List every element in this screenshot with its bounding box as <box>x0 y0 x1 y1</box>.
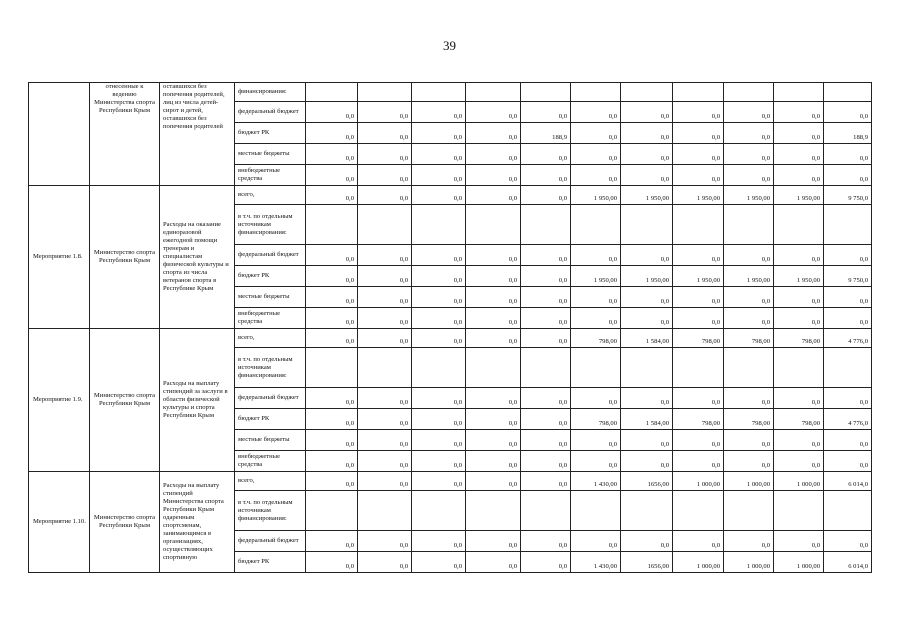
total-value-cell: 0,0 <box>824 144 872 165</box>
value-cell <box>521 205 571 245</box>
value-cell: 0,0 <box>358 531 412 552</box>
value-cell: 0,0 <box>306 409 358 430</box>
value-cell: 0,0 <box>412 308 466 329</box>
value-cell: 0,0 <box>673 165 724 186</box>
value-cell: 0,0 <box>466 472 521 491</box>
value-cell: 0,0 <box>571 531 621 552</box>
total-value-cell: 9 750,0 <box>824 266 872 287</box>
value-cell <box>306 83 358 102</box>
value-cell: 0,0 <box>571 388 621 409</box>
value-cell <box>521 491 571 531</box>
value-cell: 0,0 <box>412 472 466 491</box>
total-value-cell: 188,9 <box>824 123 872 144</box>
value-cell: 0,0 <box>724 308 774 329</box>
executor-cell: Министерство спорта Республики Крым <box>90 329 160 472</box>
value-cell: 0,0 <box>466 552 521 573</box>
value-cell: 798,00 <box>673 329 724 348</box>
value-cell: 0,0 <box>774 531 824 552</box>
value-cell: 0,0 <box>621 245 673 266</box>
value-cell: 0,0 <box>521 409 571 430</box>
value-cell: 0,0 <box>673 308 724 329</box>
value-cell: 0,0 <box>358 430 412 451</box>
value-cell <box>412 205 466 245</box>
value-cell: 0,0 <box>621 308 673 329</box>
funding-source-cell: внебюджетные средства <box>235 165 306 186</box>
funding-source-cell: федеральный бюджет <box>235 388 306 409</box>
value-cell <box>306 348 358 388</box>
value-cell: 0,0 <box>774 123 824 144</box>
value-cell: 1 000,00 <box>673 552 724 573</box>
value-cell: 0,0 <box>466 266 521 287</box>
value-cell: 0,0 <box>466 451 521 472</box>
value-cell: 0,0 <box>724 430 774 451</box>
value-cell: 798,00 <box>673 409 724 430</box>
value-cell: 0,0 <box>521 266 571 287</box>
value-cell: 0,0 <box>673 287 724 308</box>
value-cell: 798,00 <box>724 329 774 348</box>
value-cell: 0,0 <box>774 287 824 308</box>
value-cell: 0,0 <box>521 287 571 308</box>
value-cell <box>521 83 571 102</box>
value-cell: 0,0 <box>358 102 412 123</box>
value-cell: 0,0 <box>724 451 774 472</box>
value-cell: 0,0 <box>306 123 358 144</box>
value-cell: 0,0 <box>724 144 774 165</box>
value-cell: 0,0 <box>306 287 358 308</box>
value-cell: 1 430,00 <box>571 552 621 573</box>
value-cell: 0,0 <box>412 409 466 430</box>
value-cell: 1 950,00 <box>774 186 824 205</box>
event-cell: Мероприятие 1.8. <box>29 186 90 329</box>
value-cell: 0,0 <box>466 144 521 165</box>
description-cell: Расходы на выплату стипендий Министерства спорта Республики Крым одаренным спортсменам, занимающимся в организациях, осуществляющих спортивную <box>160 472 235 573</box>
value-cell: 0,0 <box>571 144 621 165</box>
value-cell: 0,0 <box>724 102 774 123</box>
funding-source-cell: федеральный бюджет <box>235 531 306 552</box>
value-cell <box>774 83 824 102</box>
value-cell: 0,0 <box>571 287 621 308</box>
funding-source-cell: местные бюджеты <box>235 144 306 165</box>
value-cell <box>673 348 724 388</box>
value-cell: 188,9 <box>521 123 571 144</box>
value-cell: 0,0 <box>466 308 521 329</box>
value-cell <box>621 205 673 245</box>
funding-source-cell: в т.ч. по отдельным источникам финансирования: <box>235 348 306 388</box>
total-value-cell: 0,0 <box>824 102 872 123</box>
value-cell <box>571 83 621 102</box>
value-cell: 0,0 <box>358 123 412 144</box>
funding-source-cell: всего, <box>235 472 306 491</box>
value-cell: 798,00 <box>571 409 621 430</box>
value-cell: 0,0 <box>673 123 724 144</box>
value-cell: 0,0 <box>673 144 724 165</box>
value-cell: 0,0 <box>571 430 621 451</box>
value-cell <box>673 491 724 531</box>
funding-source-cell: внебюджетные средства <box>235 308 306 329</box>
funding-source-cell: местные бюджеты <box>235 287 306 308</box>
value-cell: 0,0 <box>621 287 673 308</box>
value-cell: 0,0 <box>466 388 521 409</box>
table-row <box>29 329 872 348</box>
value-cell: 0,0 <box>358 409 412 430</box>
value-cell: 0,0 <box>306 472 358 491</box>
value-cell <box>571 348 621 388</box>
value-cell: 0,0 <box>358 144 412 165</box>
value-cell: 0,0 <box>358 308 412 329</box>
value-cell: 0,0 <box>521 552 571 573</box>
value-cell: 1656,00 <box>621 472 673 491</box>
description-cell: оставшихся без попечения родителей, лиц из числа детей-сирот и детей, оставшихся без попечения родителей <box>160 83 235 186</box>
value-cell: 0,0 <box>521 451 571 472</box>
page-number: 39 <box>443 38 456 53</box>
value-cell: 798,00 <box>724 409 774 430</box>
value-cell: 0,0 <box>466 287 521 308</box>
value-cell <box>724 205 774 245</box>
value-cell <box>724 83 774 102</box>
value-cell <box>621 491 673 531</box>
value-cell <box>621 348 673 388</box>
value-cell: 0,0 <box>306 388 358 409</box>
value-cell: 0,0 <box>358 287 412 308</box>
description-cell: Расходы на выплату стипендий за заслуги в области физической культуры и спорта Республики Крым <box>160 329 235 472</box>
value-cell: 0,0 <box>412 266 466 287</box>
value-cell: 0,0 <box>358 329 412 348</box>
value-cell: 0,0 <box>466 102 521 123</box>
value-cell: 1 950,00 <box>571 186 621 205</box>
value-cell: 0,0 <box>466 245 521 266</box>
value-cell: 0,0 <box>358 552 412 573</box>
value-cell: 1 000,00 <box>774 472 824 491</box>
total-value-cell: 0,0 <box>824 451 872 472</box>
value-cell <box>306 491 358 531</box>
value-cell <box>306 205 358 245</box>
value-cell: 1 950,00 <box>673 266 724 287</box>
value-cell: 0,0 <box>571 451 621 472</box>
total-value-cell: 0,0 <box>824 245 872 266</box>
funding-source-cell: федеральный бюджет <box>235 102 306 123</box>
value-cell: 0,0 <box>774 388 824 409</box>
value-cell: 0,0 <box>621 123 673 144</box>
value-cell: 1 000,00 <box>724 552 774 573</box>
value-cell: 0,0 <box>621 144 673 165</box>
funding-source-cell: местные бюджеты <box>235 430 306 451</box>
value-cell: 0,0 <box>466 329 521 348</box>
value-cell: 1 000,00 <box>724 472 774 491</box>
value-cell: 1656,00 <box>621 552 673 573</box>
total-value-cell: 6 014,0 <box>824 472 872 491</box>
value-cell: 0,0 <box>774 308 824 329</box>
value-cell: 0,0 <box>621 388 673 409</box>
funding-source-cell: бюджет РК <box>235 123 306 144</box>
total-value-cell: 4 776,0 <box>824 409 872 430</box>
total-value-cell: 0,0 <box>824 531 872 552</box>
value-cell: 0,0 <box>412 165 466 186</box>
value-cell: 0,0 <box>306 451 358 472</box>
value-cell: 1 584,00 <box>621 409 673 430</box>
value-cell: 0,0 <box>466 409 521 430</box>
value-cell: 0,0 <box>521 472 571 491</box>
value-cell: 798,00 <box>774 329 824 348</box>
value-cell: 0,0 <box>673 388 724 409</box>
value-cell: 0,0 <box>774 165 824 186</box>
total-value-cell: 4 776,0 <box>824 329 872 348</box>
value-cell: 0,0 <box>412 388 466 409</box>
value-cell <box>774 491 824 531</box>
funding-source-cell: финансирования: <box>235 83 306 102</box>
value-cell: 798,00 <box>571 329 621 348</box>
table-row <box>29 186 872 205</box>
value-cell: 0,0 <box>412 552 466 573</box>
value-cell: 0,0 <box>621 430 673 451</box>
value-cell: 1 000,00 <box>774 552 824 573</box>
value-cell: 0,0 <box>306 165 358 186</box>
total-value-cell: 0,0 <box>824 308 872 329</box>
value-cell: 0,0 <box>306 552 358 573</box>
value-cell <box>358 205 412 245</box>
value-cell <box>673 205 724 245</box>
value-cell <box>774 348 824 388</box>
value-cell <box>358 348 412 388</box>
event-cell: Мероприятие 1.9. <box>29 329 90 472</box>
value-cell: 0,0 <box>412 186 466 205</box>
executor-cell: отнесенные к ведению Министерства спорта Республики Крым <box>90 83 160 186</box>
value-cell <box>621 83 673 102</box>
value-cell: 0,0 <box>621 531 673 552</box>
funding-source-cell: всего, <box>235 186 306 205</box>
value-cell <box>412 491 466 531</box>
funding-source-cell: всего, <box>235 329 306 348</box>
value-cell: 0,0 <box>466 430 521 451</box>
value-cell: 0,0 <box>358 472 412 491</box>
value-cell: 0,0 <box>571 308 621 329</box>
value-cell: 1 950,00 <box>621 186 673 205</box>
value-cell: 0,0 <box>774 144 824 165</box>
value-cell: 798,00 <box>774 409 824 430</box>
value-cell: 0,0 <box>673 531 724 552</box>
value-cell: 0,0 <box>412 430 466 451</box>
funding-source-cell: в т.ч. по отдельным источникам финансирования: <box>235 491 306 531</box>
table-row <box>29 472 872 491</box>
value-cell: 0,0 <box>673 430 724 451</box>
value-cell: 0,0 <box>358 245 412 266</box>
table-row <box>29 83 872 102</box>
value-cell: 0,0 <box>774 430 824 451</box>
budget-table-body <box>29 83 872 573</box>
value-cell: 0,0 <box>571 102 621 123</box>
value-cell: 0,0 <box>774 451 824 472</box>
total-value-cell: 0,0 <box>824 287 872 308</box>
value-cell: 0,0 <box>521 186 571 205</box>
total-value-cell: 9 750,0 <box>824 186 872 205</box>
value-cell: 0,0 <box>521 388 571 409</box>
value-cell: 0,0 <box>358 388 412 409</box>
total-value-cell <box>824 83 872 102</box>
funding-source-cell: бюджет РК <box>235 266 306 287</box>
funding-source-cell: бюджет РК <box>235 552 306 573</box>
value-cell: 0,0 <box>466 123 521 144</box>
value-cell: 1 430,00 <box>571 472 621 491</box>
value-cell: 0,0 <box>306 308 358 329</box>
total-value-cell <box>824 491 872 531</box>
value-cell: 0,0 <box>358 165 412 186</box>
value-cell: 0,0 <box>724 123 774 144</box>
value-cell: 0,0 <box>358 186 412 205</box>
budget-table <box>28 82 872 573</box>
event-cell <box>29 83 90 186</box>
value-cell: 1 584,00 <box>621 329 673 348</box>
value-cell <box>724 491 774 531</box>
value-cell: 0,0 <box>521 245 571 266</box>
value-cell <box>571 491 621 531</box>
value-cell <box>466 205 521 245</box>
value-cell <box>724 348 774 388</box>
value-cell: 1 950,00 <box>673 186 724 205</box>
value-cell: 0,0 <box>673 245 724 266</box>
total-value-cell <box>824 205 872 245</box>
value-cell <box>774 205 824 245</box>
funding-source-cell: внебюджетные средства <box>235 451 306 472</box>
value-cell: 0,0 <box>724 388 774 409</box>
total-value-cell <box>824 348 872 388</box>
value-cell: 0,0 <box>724 531 774 552</box>
value-cell: 0,0 <box>412 102 466 123</box>
value-cell <box>412 348 466 388</box>
value-cell <box>466 491 521 531</box>
value-cell: 0,0 <box>621 102 673 123</box>
value-cell: 0,0 <box>306 186 358 205</box>
value-cell: 1 950,00 <box>724 186 774 205</box>
value-cell: 0,0 <box>466 186 521 205</box>
value-cell: 0,0 <box>724 165 774 186</box>
value-cell: 0,0 <box>521 430 571 451</box>
total-value-cell: 0,0 <box>824 388 872 409</box>
value-cell <box>466 83 521 102</box>
total-value-cell: 6 014,0 <box>824 552 872 573</box>
value-cell: 0,0 <box>358 266 412 287</box>
executor-cell: Министерство спорта Республики Крым <box>90 472 160 573</box>
value-cell: 0,0 <box>774 102 824 123</box>
value-cell: 0,0 <box>774 245 824 266</box>
event-cell: Мероприятие 1.10. <box>29 472 90 573</box>
value-cell: 0,0 <box>306 266 358 287</box>
value-cell: 0,0 <box>673 102 724 123</box>
value-cell <box>521 348 571 388</box>
value-cell: 0,0 <box>621 165 673 186</box>
value-cell: 0,0 <box>521 531 571 552</box>
value-cell: 0,0 <box>306 329 358 348</box>
value-cell <box>412 83 466 102</box>
value-cell: 0,0 <box>412 144 466 165</box>
description-cell: Расходы на оказание единоразовой ежегодной помощи тренерам и специалистам физической культуры и спорта из числа ветеранов спорта в Республике Крым <box>160 186 235 329</box>
value-cell: 0,0 <box>412 287 466 308</box>
executor-cell: Министерство спорта Республики Крым <box>90 186 160 329</box>
value-cell: 1 000,00 <box>673 472 724 491</box>
value-cell <box>673 83 724 102</box>
value-cell: 0,0 <box>521 144 571 165</box>
value-cell: 0,0 <box>412 531 466 552</box>
funding-source-cell: федеральный бюджет <box>235 245 306 266</box>
value-cell: 0,0 <box>306 102 358 123</box>
value-cell: 0,0 <box>571 245 621 266</box>
value-cell: 0,0 <box>521 102 571 123</box>
value-cell: 0,0 <box>412 329 466 348</box>
value-cell: 0,0 <box>306 144 358 165</box>
value-cell <box>358 83 412 102</box>
value-cell: 0,0 <box>358 451 412 472</box>
funding-source-cell: в т.ч. по отдельным источникам финансирования: <box>235 205 306 245</box>
total-value-cell: 0,0 <box>824 430 872 451</box>
value-cell: 0,0 <box>521 165 571 186</box>
value-cell: 0,0 <box>724 287 774 308</box>
value-cell <box>571 205 621 245</box>
value-cell: 0,0 <box>306 245 358 266</box>
total-value-cell: 0,0 <box>824 165 872 186</box>
value-cell: 0,0 <box>521 329 571 348</box>
value-cell: 0,0 <box>412 245 466 266</box>
value-cell: 0,0 <box>571 123 621 144</box>
funding-source-cell: бюджет РК <box>235 409 306 430</box>
value-cell: 0,0 <box>412 451 466 472</box>
value-cell: 1 950,00 <box>774 266 824 287</box>
value-cell: 0,0 <box>466 165 521 186</box>
value-cell: 1 950,00 <box>724 266 774 287</box>
value-cell: 0,0 <box>621 451 673 472</box>
value-cell: 0,0 <box>306 430 358 451</box>
value-cell: 0,0 <box>521 308 571 329</box>
value-cell: 0,0 <box>412 123 466 144</box>
value-cell: 0,0 <box>571 165 621 186</box>
value-cell: 0,0 <box>673 451 724 472</box>
value-cell: 1 950,00 <box>621 266 673 287</box>
value-cell: 0,0 <box>306 531 358 552</box>
value-cell <box>358 491 412 531</box>
value-cell: 0,0 <box>466 531 521 552</box>
value-cell: 0,0 <box>724 245 774 266</box>
value-cell: 1 950,00 <box>571 266 621 287</box>
value-cell <box>466 348 521 388</box>
